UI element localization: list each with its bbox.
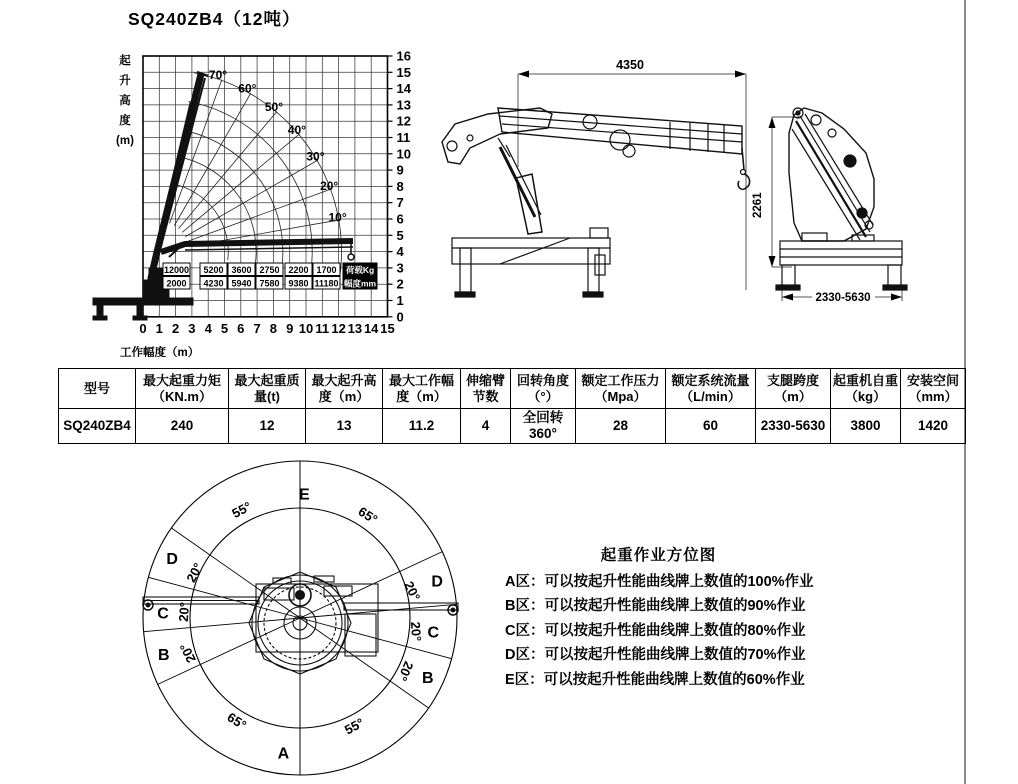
svg-text:高: 高 <box>119 95 131 107</box>
svg-text:2: 2 <box>171 320 180 336</box>
svg-text:20°: 20° <box>175 601 193 623</box>
svg-text:11180: 11180 <box>314 278 339 289</box>
spec-value-cell: 4 <box>461 409 511 444</box>
spec-header-cell: 伸缩臂 节数 <box>461 369 511 409</box>
svg-text:55°: 55° <box>342 715 367 738</box>
rear-view-track-dim: 2330-5630 <box>815 292 871 304</box>
dimension-lines <box>772 117 902 301</box>
svg-text:7: 7 <box>396 195 404 211</box>
svg-text:5940: 5940 <box>231 278 252 289</box>
svg-text:13: 13 <box>396 97 411 113</box>
zone-legend-line: D区：可以按起升性能曲线牌上数值的70%作业 <box>505 647 806 663</box>
svg-text:10: 10 <box>298 320 314 336</box>
svg-text:幅度mm: 幅度mm <box>343 278 377 289</box>
rear-view-crane-body <box>776 108 907 290</box>
side-view-crane-body <box>442 108 750 297</box>
spec-header-cell: 最大工作幅 度（m） <box>383 369 461 409</box>
svg-text:40°: 40° <box>287 123 306 138</box>
svg-text:4: 4 <box>204 320 212 336</box>
svg-text:16: 16 <box>396 48 411 64</box>
spec-header-cell: 支腿跨度 （m） <box>756 369 831 409</box>
svg-text:0: 0 <box>139 320 147 336</box>
page-title: SQ240ZB4（12吨） <box>128 9 301 29</box>
svg-text:起: 起 <box>119 55 131 67</box>
spec-value-cell: 11.2 <box>383 409 461 444</box>
spec-value-cell: 3800 <box>831 409 901 444</box>
svg-text:65°: 65° <box>355 503 381 527</box>
spec-table-wrap <box>58 368 966 444</box>
svg-text:工作幅度（m）: 工作幅度（m） <box>120 346 200 357</box>
spec-header-cell: 额定系统流量 （L/min） <box>666 369 756 409</box>
svg-text:3: 3 <box>396 260 404 276</box>
svg-text:B: B <box>422 670 434 688</box>
chart-load-table <box>163 263 377 289</box>
svg-text:15: 15 <box>396 64 411 80</box>
svg-text:20°: 20° <box>320 178 339 193</box>
spec-value-cell: 12 <box>229 409 306 444</box>
svg-text:20°: 20° <box>183 560 206 585</box>
svg-text:0: 0 <box>396 309 404 325</box>
svg-text:6: 6 <box>396 211 404 227</box>
spec-header-cell: 型号 <box>59 369 136 409</box>
svg-text:11: 11 <box>396 130 411 145</box>
svg-text:4230: 4230 <box>203 278 224 289</box>
svg-text:55°: 55° <box>229 498 254 522</box>
svg-text:10°: 10° <box>328 210 347 225</box>
svg-text:9380: 9380 <box>288 278 309 289</box>
svg-text:30°: 30° <box>306 149 325 164</box>
svg-text:2: 2 <box>396 276 404 292</box>
spec-header-cell: 额定工作压力 （Mpa） <box>576 369 666 409</box>
working-zone-diagram <box>135 452 471 784</box>
svg-text:5: 5 <box>396 227 404 243</box>
zone-legend-title: 起重作业方位图 <box>600 547 717 564</box>
crane-side-view-drawing <box>440 52 770 307</box>
svg-text:8: 8 <box>396 178 404 194</box>
svg-text:14: 14 <box>396 81 411 97</box>
svg-text:7580: 7580 <box>259 278 280 289</box>
svg-text:2000: 2000 <box>166 278 187 289</box>
spec-table <box>58 368 966 444</box>
svg-text:3600: 3600 <box>231 264 252 275</box>
svg-text:8: 8 <box>269 320 278 336</box>
svg-text:10: 10 <box>396 146 411 162</box>
svg-text:D: D <box>431 573 443 591</box>
spec-header-cell: 最大起升高 度（m） <box>306 369 383 409</box>
svg-text:度: 度 <box>119 115 131 127</box>
svg-text:20°: 20° <box>401 578 424 604</box>
svg-text:13: 13 <box>347 320 363 336</box>
svg-text:70°: 70° <box>208 67 228 82</box>
spec-header-cell: 安装空间 （mm） <box>901 369 966 409</box>
spec-table-value-row <box>59 409 966 444</box>
spec-table-header-row <box>59 369 966 409</box>
svg-text:5200: 5200 <box>203 264 224 275</box>
svg-text:65°: 65° <box>224 709 250 733</box>
spec-value-cell: 2330-5630 <box>756 409 831 444</box>
svg-text:5: 5 <box>220 320 229 336</box>
svg-text:12000: 12000 <box>163 264 190 275</box>
svg-text:C: C <box>157 605 169 623</box>
svg-text:2200: 2200 <box>288 264 309 275</box>
spec-header-cell: 最大起重力矩 （KN.m） <box>136 369 229 409</box>
spec-value-cell: 全回转 360° <box>511 409 576 444</box>
zone-legend-line: A区：可以按起升性能曲线牌上数值的100%作业 <box>505 573 814 590</box>
svg-text:1: 1 <box>155 320 163 336</box>
svg-text:9: 9 <box>286 320 294 336</box>
zone-legend <box>505 543 840 688</box>
svg-text:9: 9 <box>396 162 404 178</box>
spec-value-cell: 1420 <box>901 409 966 444</box>
spec-value-cell: 13 <box>306 409 383 444</box>
spec-header-cell: 回转角度 （°） <box>511 369 576 409</box>
zone-legend-line: B区：可以按起升性能曲线牌上数值的90%作业 <box>505 598 806 614</box>
svg-text:2750: 2750 <box>259 264 280 275</box>
svg-text:20°: 20° <box>394 659 417 684</box>
svg-text:11: 11 <box>315 320 330 336</box>
svg-text:C: C <box>427 624 440 642</box>
crane-rear-view-drawing <box>742 95 970 310</box>
svg-text:(m): (m) <box>116 135 134 147</box>
spec-header-cell: 起重机自重 （kg） <box>831 369 901 409</box>
spec-value-cell: SQ240ZB4 <box>59 409 136 444</box>
svg-text:E: E <box>298 486 310 504</box>
svg-text:60°: 60° <box>238 81 257 96</box>
svg-text:14: 14 <box>363 320 379 336</box>
svg-text:D: D <box>166 550 178 568</box>
svg-text:B: B <box>158 646 170 664</box>
svg-text:12: 12 <box>331 320 346 336</box>
svg-text:7: 7 <box>253 320 261 336</box>
svg-text:荷载Kg: 荷载Kg <box>345 264 375 275</box>
svg-text:12: 12 <box>396 113 411 129</box>
spec-value-cell: 60 <box>666 409 756 444</box>
svg-text:20°: 20° <box>407 621 425 642</box>
svg-text:升: 升 <box>119 75 131 87</box>
svg-text:A: A <box>277 745 290 763</box>
svg-text:1700: 1700 <box>316 264 337 275</box>
svg-text:15: 15 <box>380 320 395 336</box>
rear-view-height-dim: 2261 <box>752 192 764 218</box>
svg-text:50°: 50° <box>264 100 284 115</box>
dimension-lines <box>518 74 746 290</box>
spec-value-cell: 28 <box>576 409 666 444</box>
lifting-performance-chart <box>85 42 420 357</box>
svg-text:6: 6 <box>237 320 245 336</box>
svg-text:1: 1 <box>396 293 404 308</box>
svg-text:3: 3 <box>188 320 196 336</box>
spec-value-cell: 240 <box>136 409 229 444</box>
side-view-width-dim: 4350 <box>616 58 644 72</box>
zone-legend-line: C区：可以按起升性能曲线牌上数值的80%作业 <box>505 622 806 639</box>
spec-header-cell: 最大起重质 量(t) <box>229 369 306 409</box>
zone-legend-line: E区：可以按起升性能曲线牌上数值的60%作业 <box>505 671 805 688</box>
svg-text:20°: 20° <box>176 640 199 666</box>
svg-text:4: 4 <box>396 244 404 260</box>
